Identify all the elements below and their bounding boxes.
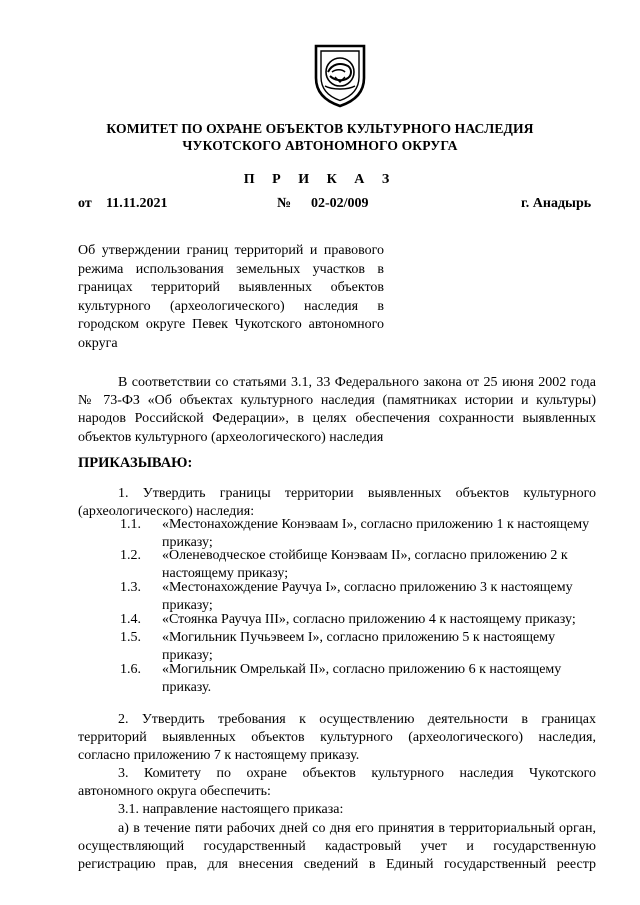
item-line: (археологического) наследия:: [78, 504, 255, 520]
subitem-text: приказу;: [162, 535, 213, 551]
subitem-text: «Могильник Пучьэвеем I», согласно приложению 5 к настоящему: [162, 630, 556, 645]
subitem-number: 1.1.: [120, 517, 141, 532]
item-line: 3.1. направление настоящего приказа:: [118, 802, 344, 818]
item-line: автономного округа обеспечить:: [78, 784, 271, 800]
document-title: П Р И К А З: [243, 172, 397, 187]
subitem-text: настоящему приказу;: [162, 566, 289, 582]
org-name-line1: КОМИТЕТ ПО ОХРАНЕ ОБЪЕКТОВ КУЛЬТУРНОГО НАСЛЕДИЯ: [106, 121, 534, 136]
subitem-text: «Местонахождение Раучуа I», согласно приложению 3 к настоящему: [162, 580, 573, 595]
preamble-line: В соответствии со статьями 3.1, 33 Федерального закона от 25 июня 2002 года: [118, 375, 596, 390]
date-prefix: от: [78, 196, 92, 211]
emblem-icon: [312, 42, 368, 108]
item-line: территорий выявленных объектов культурного (археологического) наследия,: [78, 730, 596, 746]
item-line: осуществляющий государственный кадастровый учет и государственную: [78, 838, 596, 854]
order-item-2: [78, 711, 596, 766]
item-line: регистрацию прав, для внесения сведений в Единый государственный реестр: [78, 857, 596, 873]
subitem-number: 1.3.: [120, 580, 141, 595]
item-line: 2. Утвердить требования к осуществлению деятельности в границах: [118, 712, 596, 727]
subitem-text: «Оленеводческое стойбище Конэваам II», согласно приложению 2 к: [162, 548, 568, 563]
subitem-text: «Стоянка Раучуа III», согласно приложению 4 к настоящему приказу;: [162, 612, 576, 627]
order-subject: Об утверждении границ территорий и правового режима использования земельных участков в границах территорий выявленных объектов культурного (археологического) наследия в городском округе Певек Чукотского автономного округа: [78, 243, 384, 351]
preamble: [78, 374, 596, 447]
org-name-line2: ЧУКОТСКОГО АВТОНОМНОГО ОКРУГА: [182, 138, 458, 153]
place: г. Анадырь: [521, 196, 592, 211]
preamble-line: народов Российской Федерации», в целях обеспечения сохранности выявленных: [78, 411, 596, 427]
subitem-number: 1.6.: [120, 662, 141, 677]
orders-heading: ПРИКАЗЫВАЮ:: [78, 455, 193, 471]
preamble-line: объектов культурного (археологического) наследия: [78, 429, 384, 445]
subitem-number: 1.5.: [120, 630, 141, 645]
subitem-text: приказу;: [162, 648, 213, 664]
item-line: 3. Комитету по охране объектов культурного наследия Чукотского: [118, 766, 596, 781]
item-line: а) в течение пяти рабочих дней со дня его принятия в территориальный орган,: [118, 820, 596, 836]
subitem-text: приказу;: [162, 598, 213, 614]
preamble-line: № 73-ФЗ «Об объектах культурного наследия (памятниках истории и культуры): [78, 393, 596, 409]
subitem-number: 1.2.: [120, 548, 141, 563]
subitem-text: приказу.: [162, 680, 212, 696]
order-date: 11.11.2021: [106, 196, 168, 211]
item-line: 1. Утвердить границы территории выявленных объектов культурного: [118, 486, 596, 501]
number-sign: №: [277, 196, 292, 211]
item-line: согласно приложению 7 к настоящему приказу.: [78, 748, 360, 764]
subitem-text: «Местонахождение Конэваам I», согласно приложению 1 к настоящему: [162, 517, 590, 532]
order-number: 02-02/009: [311, 196, 369, 211]
subitem-text: «Могильник Омрелькай II», согласно приложению 6 к настоящему: [162, 662, 562, 677]
order-item-3: [78, 765, 596, 874]
subitem-number: 1.4.: [120, 612, 141, 627]
